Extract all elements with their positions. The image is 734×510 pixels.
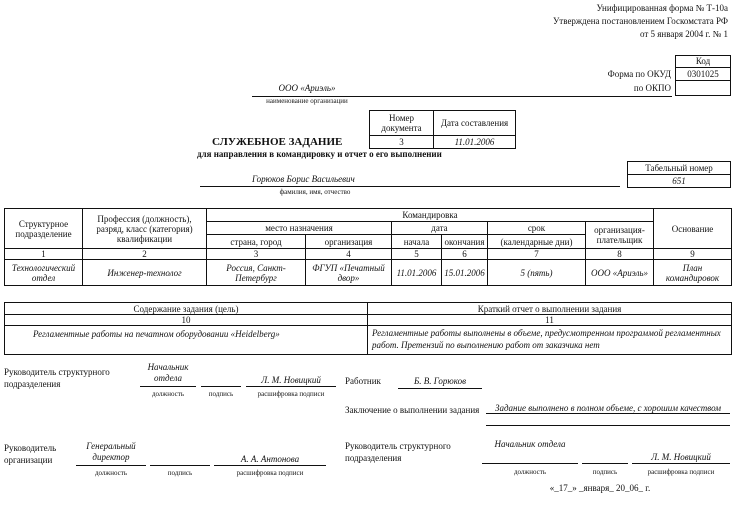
tabel-value: 651 bbox=[672, 176, 686, 186]
head-org-signature-line bbox=[150, 465, 210, 466]
okpo-label: по ОКПО bbox=[633, 83, 671, 93]
kod-label: Код bbox=[695, 56, 711, 66]
head-division-name-line bbox=[246, 386, 336, 387]
okud-value: 0301025 bbox=[687, 69, 719, 79]
employee-caption: фамилия, имя, отчество bbox=[279, 188, 351, 196]
h-term: срок bbox=[488, 222, 586, 235]
head-org-position-line bbox=[76, 465, 146, 466]
conclusion-text: Задание выполнено в полном объеме, с хорошим качеством bbox=[495, 403, 721, 413]
employee-line bbox=[200, 186, 620, 187]
tabel-label: Табельный номер bbox=[645, 163, 713, 173]
okpo-cell bbox=[675, 80, 731, 96]
col-num-6: 6 bbox=[442, 249, 488, 260]
head-division2-name: Л. М. Новицкий bbox=[651, 452, 711, 462]
cap-signature-1: подпись bbox=[208, 390, 234, 398]
doc-date-value: 11.01.2006 bbox=[434, 136, 516, 149]
head-division2-signature-line bbox=[582, 463, 628, 464]
worker-line bbox=[398, 388, 482, 389]
cell-end: 15.01.2006 bbox=[442, 260, 488, 286]
h-destination: место назначения bbox=[207, 222, 392, 235]
cell-org: ФГУП «Печатный двор» bbox=[306, 260, 392, 286]
okud-cell bbox=[675, 67, 731, 81]
head-org-label: Руководитель организации bbox=[4, 443, 57, 465]
worker-name: Б. В. Горюков bbox=[413, 376, 467, 386]
document-subtitle: для направления в командировку и отчет о его выполнении bbox=[197, 149, 442, 159]
head-division-position-line bbox=[140, 386, 196, 387]
final-date: «_17_» _января_ 20_06_ г. bbox=[549, 483, 651, 493]
h-basis: Основание bbox=[654, 209, 732, 249]
cell-payer: ООО «Ариэль» bbox=[586, 260, 654, 286]
head-division2-position-line bbox=[482, 463, 578, 464]
h-division: Структурное подразделение bbox=[5, 209, 83, 249]
cap-decode-3: расшифровка подписи bbox=[647, 468, 715, 476]
head-org-position: Генеральный директор bbox=[86, 441, 136, 462]
doc-number-value: 3 bbox=[370, 136, 434, 149]
task-table bbox=[4, 302, 732, 355]
cell-basis: План командировок bbox=[654, 260, 732, 286]
n-content: 10 bbox=[5, 315, 368, 326]
h-days: (календарные дни) bbox=[488, 235, 586, 249]
col-num-2: 2 bbox=[83, 249, 207, 260]
col-num-3: 3 bbox=[207, 249, 306, 260]
col-num-9: 9 bbox=[654, 249, 732, 260]
conclusion-line-2 bbox=[486, 425, 730, 426]
h-end: окончания bbox=[442, 235, 488, 249]
head-division-signature-line bbox=[201, 386, 241, 387]
cell-profession: Инженер-технолог bbox=[83, 260, 207, 286]
head-division-name: Л. М. Новицкий bbox=[261, 375, 321, 385]
tabel-value-cell bbox=[627, 174, 731, 188]
doc-number-table bbox=[369, 110, 516, 149]
cell-division: Технологический отдел bbox=[5, 260, 83, 286]
cell-country: Россия, Санкт-Петербург bbox=[207, 260, 306, 286]
head-org-name: А. А. Антонова bbox=[240, 454, 300, 464]
col-num-4: 4 bbox=[306, 249, 392, 260]
col-num-1: 1 bbox=[5, 249, 83, 260]
doc-date-header: Дата составления bbox=[434, 111, 516, 136]
cell-start: 11.01.2006 bbox=[392, 260, 442, 286]
h-trip: Командировка bbox=[207, 209, 654, 222]
h-content: Содержание задания (цель) bbox=[5, 303, 368, 315]
conclusion-line-1 bbox=[486, 413, 730, 414]
h-date: дата bbox=[392, 222, 488, 235]
approval-date-line: от 5 января 2004 г. № 1 bbox=[639, 29, 728, 39]
head-division2-label: Руководитель структурного подразделения bbox=[345, 441, 451, 463]
approval-line: Утверждена постановлением Госкомстата РФ bbox=[552, 16, 728, 26]
col-num-5: 5 bbox=[392, 249, 442, 260]
okud-label: Форма по ОКУД bbox=[607, 69, 671, 79]
cap-position-1: должность bbox=[151, 390, 185, 398]
employee-name: Горюков Борис Васильевич bbox=[252, 174, 355, 184]
organization-name: ООО «Ариэль» bbox=[278, 83, 336, 93]
task-content: Регламентные работы на печатном оборудовании «Heidelberg» bbox=[5, 326, 368, 355]
worker-label: Работник bbox=[345, 376, 381, 386]
doc-number-header: Номер документа bbox=[370, 111, 434, 136]
h-profession: Профессия (должность), разряд, класс (категория) квалификации bbox=[83, 209, 207, 249]
n-report: 11 bbox=[368, 315, 732, 326]
col-num-8: 8 bbox=[586, 249, 654, 260]
h-org: организация bbox=[306, 235, 392, 249]
cap-position-3: должность bbox=[513, 468, 547, 476]
task-report: Регламентные работы выполнены в объеме, предусмотренном программой регламентных работ. Претензий по выполнению работ от заказчика нет bbox=[368, 326, 732, 355]
document-title: СЛУЖЕБНОЕ ЗАДАНИЕ bbox=[212, 136, 343, 148]
cap-signature-2: подпись bbox=[167, 469, 193, 477]
h-payer: организация-плательщик bbox=[586, 222, 654, 249]
form-code-line: Унифицированная форма № Т-10а bbox=[596, 3, 728, 13]
conclusion-label: Заключение о выполнении задания bbox=[345, 405, 480, 415]
cap-position-2: должность bbox=[94, 469, 128, 477]
organization-caption: наименование организации bbox=[266, 97, 348, 105]
trip-table bbox=[4, 208, 732, 286]
cap-signature-3: подпись bbox=[592, 468, 618, 476]
cap-decode-1: расшифровка подписи bbox=[257, 390, 325, 398]
h-country: страна, город bbox=[207, 235, 306, 249]
col-num-7: 7 bbox=[488, 249, 586, 260]
head-division2-position: Начальник отдела bbox=[494, 439, 566, 449]
tabel-header-cell bbox=[627, 161, 731, 175]
head-division-label: Руководитель структурного подразделения bbox=[4, 367, 110, 389]
head-division-position: Начальник отдела bbox=[147, 362, 189, 383]
head-org-name-line bbox=[214, 465, 326, 466]
head-division2-name-line bbox=[632, 463, 730, 464]
cap-decode-2: расшифровка подписи bbox=[236, 469, 304, 477]
h-start: начала bbox=[392, 235, 442, 249]
h-report: Краткий отчет о выполнении задания bbox=[368, 303, 732, 315]
cell-days: 5 (пять) bbox=[488, 260, 586, 286]
